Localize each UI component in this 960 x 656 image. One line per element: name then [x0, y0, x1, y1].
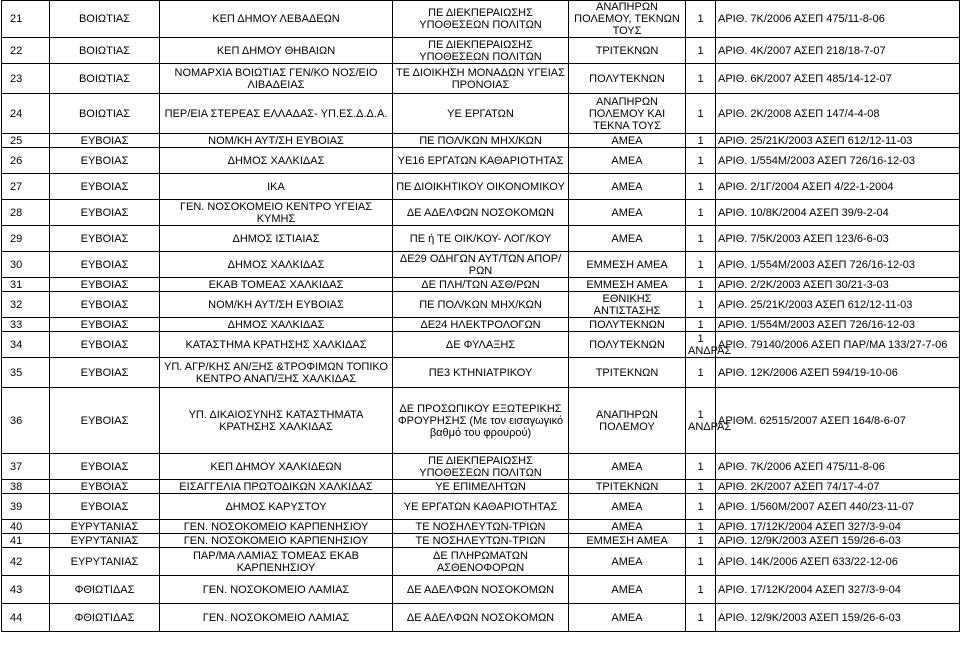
- service-cell: ΔΗΜΟΣ ΧΑΛΚΙΔΑΣ: [160, 148, 393, 174]
- table-row: [2, 604, 960, 632]
- decision-cell: ΑΡΙΘ. 4Κ/2007 ΑΣΕΠ 218/18-7-07: [716, 38, 960, 64]
- specialty-cell: ΥΕ16 ΕΡΓΑΤΩΝ ΚΑΘΑΡΙΟΤΗΤΑΣ: [393, 148, 569, 174]
- decision-cell: ΑΡΙΘ. 12Κ/2006 ΑΣΕΠ 594/19-10-06: [716, 358, 960, 388]
- table-row: [2, 494, 960, 520]
- service-cell: ΓΕΝ. ΝΟΣΟΚΟΜΕΙΟ ΛΑΜΙΑΣ: [160, 604, 393, 632]
- specialty-cell: ΔΕ ΠΛΗΡΩΜΑΤΩΝ ΑΣΘΕΝΟΦΟΡΩΝ: [393, 548, 569, 576]
- decision-cell: ΑΡΙΘ. 1/560Μ/2007 ΑΣΕΠ 440/23-11-07: [716, 494, 960, 520]
- decision-cell: ΑΡΙΘ. 2Κ/2007 ΑΣΕΠ 74/17-4-07: [716, 480, 960, 494]
- table-row: [2, 332, 960, 358]
- category-cell: ΕΘΝΙΚΗΣ ΑΝΤΙΣΤΑΣΗΣ: [569, 292, 686, 318]
- table-row: [2, 226, 960, 252]
- count-cell: 1: [686, 252, 716, 278]
- decision-cell: ΑΡΙΘ. 1/554Μ/2003 ΑΣΕΠ 726/16-12-03: [716, 318, 960, 332]
- service-cell: ΓΕΝ. ΝΟΣΟΚΟΜΕΙΟ ΚΕΝΤΡΟ ΥΓΕΙΑΣ ΚΥΜΗΣ: [160, 200, 393, 226]
- category-cell: ΑΜΕΑ: [569, 576, 686, 604]
- service-cell: ΝΟΜ/ΚΗ ΑΥΤ/ΣΗ ΕΥΒΟΙΑΣ: [160, 292, 393, 318]
- region-cell: ΕΥΒΟΙΑΣ: [50, 292, 160, 318]
- count-cell: 1 ΑΝΔΡΑΣ: [686, 388, 716, 454]
- table-row: [2, 200, 960, 226]
- decision-cell: ΑΡΙΘ. 2Κ/2008 ΑΣΕΠ 147/4-4-08: [716, 94, 960, 134]
- category-cell: ΕΜΜΕΣΗ ΑΜΕΑ: [569, 252, 686, 278]
- row-number-cell: 40: [2, 520, 50, 534]
- service-cell: ΠΕΡ/ΕΙΑ ΣΤΕΡΕΑΣ ΕΛΛΑΔΑΣ- ΥΠ.ΕΣ.Δ.Δ.Α.: [160, 94, 393, 134]
- region-cell: ΕΥΒΟΙΑΣ: [50, 134, 160, 148]
- category-cell: ΑΜΕΑ: [569, 604, 686, 632]
- count-cell: 1: [686, 148, 716, 174]
- service-cell: ΝΟΜΑΡΧΙΑ ΒΟΙΩΤΙΑΣ ΓΕΝ/ΚΟ ΝΟΣ/ΕΙΟ ΛΙΒΑΔΕΙΑΣ: [160, 64, 393, 94]
- region-cell: ΒΟΙΩΤΙΑΣ: [50, 38, 160, 64]
- category-cell: ΕΜΜΕΣΗ ΑΜΕΑ: [569, 278, 686, 292]
- table-row: [2, 454, 960, 480]
- specialty-cell: ΔΕ ΑΔΕΛΦΩΝ ΝΟΣΟΚΟΜΩΝ: [393, 604, 569, 632]
- table-row: [2, 548, 960, 576]
- count-cell: 1: [686, 174, 716, 200]
- decision-cell: ΑΡΙΘ. 17/12Κ/2004 ΑΣΕΠ 327/3-9-04: [716, 576, 960, 604]
- count-cell: 1: [686, 94, 716, 134]
- table-row: [2, 358, 960, 388]
- region-cell: ΒΟΙΩΤΙΑΣ: [50, 64, 160, 94]
- table-row: [2, 292, 960, 318]
- service-cell: ΚΕΠ ΔΗΜΟΥ ΘΗΒΑΙΩΝ: [160, 38, 393, 64]
- specialty-cell: ΤΕ ΔΙΟΙΚΗΣΗ ΜΟΝΑΔΩΝ ΥΓΕΙΑΣ ΠΡΟΝΟΙΑΣ: [393, 64, 569, 94]
- specialty-cell: ΠΕ ΠΟΛ/ΚΩΝ ΜΗΧ/ΚΩΝ: [393, 292, 569, 318]
- count-cell: 1: [686, 494, 716, 520]
- decision-cell: ΑΡΙΘ. 7/5Κ/2003 ΑΣΕΠ 123/6-6-03: [716, 226, 960, 252]
- count-cell: 1: [686, 200, 716, 226]
- category-cell: ΑΜΕΑ: [569, 454, 686, 480]
- row-number-cell: 34: [2, 332, 50, 358]
- specialty-cell: ΥΕ ΕΡΓΑΤΩΝ ΚΑΘΑΡΙΟΤΗΤΑΣ: [393, 494, 569, 520]
- category-cell: ΠΟΛΥΤΕΚΝΩΝ: [569, 318, 686, 332]
- row-number-cell: 23: [2, 64, 50, 94]
- table-body: [2, 1, 960, 632]
- row-number-cell: 27: [2, 174, 50, 200]
- decision-cell: ΑΡΙΘ. 7Κ/2006 ΑΣΕΠ 475/11-8-06: [716, 454, 960, 480]
- service-cell: ΓΕΝ. ΝΟΣΟΚΟΜΕΙΟ ΚΑΡΠΕΝΗΣΙΟΥ: [160, 520, 393, 534]
- table-row: [2, 388, 960, 454]
- specialty-cell: ΠΕ3 ΚΤΗΝΙΑΤΡΙΚΟΥ: [393, 358, 569, 388]
- region-cell: ΕΥΒΟΙΑΣ: [50, 494, 160, 520]
- category-cell: ΤΡΙΤΕΚΝΩΝ: [569, 480, 686, 494]
- service-cell: ΕΙΣΑΓΓΕΛΙΑ ΠΡΩΤΟΔΙΚΩΝ ΧΑΛΚΙΔΑΣ: [160, 480, 393, 494]
- service-cell: ΔΗΜΟΣ ΧΑΛΚΙΔΑΣ: [160, 318, 393, 332]
- decision-cell: ΑΡΙΘ. 25/21Κ/2003 ΑΣΕΠ 612/12-11-03: [716, 292, 960, 318]
- table-row: [2, 534, 960, 548]
- row-number-cell: 28: [2, 200, 50, 226]
- table-row: [2, 1, 960, 38]
- count-cell: 1: [686, 134, 716, 148]
- count-cell: 1: [686, 548, 716, 576]
- table-row: [2, 318, 960, 332]
- specialty-cell: ΠΕ ΔΙΟΙΚΗΤΙΚΟΥ ΟΙΚΟΝΟΜΙΚΟΥ: [393, 174, 569, 200]
- table-row: [2, 38, 960, 64]
- service-cell: ΚΑΤΑΣΤΗΜΑ ΚΡΑΤΗΣΗΣ ΧΑΛΚΙΔΑΣ: [160, 332, 393, 358]
- service-cell: ΔΗΜΟΣ ΚΑΡΥΣΤΟΥ: [160, 494, 393, 520]
- region-cell: ΕΥΡΥΤΑΝΙΑΣ: [50, 534, 160, 548]
- category-cell: ΑΜΕΑ: [569, 494, 686, 520]
- decision-cell: ΑΡΙΘ. 7Κ/2006 ΑΣΕΠ 475/11-8-06: [716, 1, 960, 38]
- specialty-cell: ΥΕ ΕΠΙΜΕΛΗΤΩΝ: [393, 480, 569, 494]
- category-cell: ΤΡΙΤΕΚΝΩΝ: [569, 358, 686, 388]
- decision-cell: ΑΡΙΘ. 17/12Κ/2004 ΑΣΕΠ 327/3-9-04: [716, 520, 960, 534]
- category-cell: ΑΜΕΑ: [569, 548, 686, 576]
- region-cell: ΕΥΒΟΙΑΣ: [50, 174, 160, 200]
- region-cell: ΕΥΒΟΙΑΣ: [50, 200, 160, 226]
- count-cell: 1: [686, 520, 716, 534]
- specialty-cell: ΥΕ ΕΡΓΑΤΩΝ: [393, 94, 569, 134]
- category-cell: ΤΡΙΤΕΚΝΩΝ: [569, 38, 686, 64]
- table-row: [2, 252, 960, 278]
- service-cell: ΓΕΝ. ΝΟΣΟΚΟΜΕΙΟ ΚΑΡΠΕΝΗΣΙΟΥ: [160, 534, 393, 548]
- count-cell: 1: [686, 534, 716, 548]
- category-cell: ΑΝΑΠΗΡΩΝ ΠΟΛΕΜΟΥ, ΤΕΚΝΩΝ ΤΟΥΣ: [569, 1, 686, 38]
- count-cell: 1: [686, 576, 716, 604]
- category-cell: ΑΜΕΑ: [569, 226, 686, 252]
- row-number-cell: 35: [2, 358, 50, 388]
- category-cell: ΠΟΛΥΤΕΚΝΩΝ: [569, 332, 686, 358]
- decision-cell: ΑΡΙΘ. 1/554Μ/2003 ΑΣΕΠ 726/16-12-03: [716, 252, 960, 278]
- category-cell: ΑΜΕΑ: [569, 134, 686, 148]
- specialty-cell: ΤΕ ΝΟΣΗΛΕΥΤΩΝ-ΤΡΙΩΝ: [393, 520, 569, 534]
- service-cell: ΙΚΑ: [160, 174, 393, 200]
- region-cell: ΕΥΒΟΙΑΣ: [50, 318, 160, 332]
- count-cell: 1: [686, 358, 716, 388]
- category-cell: ΑΜΕΑ: [569, 520, 686, 534]
- region-cell: ΕΥΡΥΤΑΝΙΑΣ: [50, 548, 160, 576]
- row-number-cell: 42: [2, 548, 50, 576]
- service-cell: ΕΚΑΒ ΤΟΜΕΑΣ ΧΑΛΚΙΔΑΣ: [160, 278, 393, 292]
- region-cell: ΕΥΒΟΙΑΣ: [50, 358, 160, 388]
- table-row: [2, 480, 960, 494]
- row-number-cell: 43: [2, 576, 50, 604]
- table-row: [2, 278, 960, 292]
- service-cell: ΔΗΜΟΣ ΧΑΛΚΙΔΑΣ: [160, 252, 393, 278]
- table-row: [2, 94, 960, 134]
- specialty-cell: ΔΕ ΑΔΕΛΦΩΝ ΝΟΣΟΚΟΜΩΝ: [393, 200, 569, 226]
- table-row: [2, 174, 960, 200]
- count-cell: 1: [686, 454, 716, 480]
- decision-cell: ΑΡΙΘΜ. 62515/2007 ΑΣΕΠ 164/8-6-07: [716, 388, 960, 454]
- category-cell: ΕΜΜΕΣΗ ΑΜΕΑ: [569, 534, 686, 548]
- specialty-cell: ΔΕ ΠΡΟΣΩΠΙΚΟΥ ΕΞΩΤΕΡΙΚΗΣ ΦΡΟΥΡΗΣΗΣ (Με τον εισαγωγικό βαθμό του φρουρού): [393, 388, 569, 454]
- service-cell: ΥΠ. ΑΓΡ/ΚΗΣ ΑΝ/ΞΗΣ &ΤΡΟΦΙΜΩΝ ΤΟΠΙΚΟ ΚΕΝΤΡΟ ΑΝΑΠ/ΞΗΣ ΧΑΛΚΙΔΑΣ: [160, 358, 393, 388]
- category-cell: ΑΜΕΑ: [569, 148, 686, 174]
- service-cell: ΓΕΝ. ΝΟΣΟΚΟΜΕΙΟ ΛΑΜΙΑΣ: [160, 576, 393, 604]
- decision-cell: ΑΡΙΘ. 12/9Κ/2003 ΑΣΕΠ 159/26-6-03: [716, 534, 960, 548]
- region-cell: ΕΥΒΟΙΑΣ: [50, 480, 160, 494]
- row-number-cell: 21: [2, 1, 50, 38]
- specialty-cell: ΠΕ ΠΟΛ/ΚΩΝ ΜΗΧ/ΚΩΝ: [393, 134, 569, 148]
- service-cell: ΚΕΠ ΔΗΜΟΥ ΧΑΛΚΙΔΕΩΝ: [160, 454, 393, 480]
- table-row: [2, 64, 960, 94]
- decision-cell: ΑΡΙΘ. 25/21Κ/2003 ΑΣΕΠ 612/12-11-03: [716, 134, 960, 148]
- row-number-cell: 30: [2, 252, 50, 278]
- row-number-cell: 26: [2, 148, 50, 174]
- decision-cell: ΑΡΙΘ. 12/9Κ/2003 ΑΣΕΠ 159/26-6-03: [716, 604, 960, 632]
- category-cell: ΑΝΑΠΗΡΩΝ ΠΟΛΕΜΟΥ: [569, 388, 686, 454]
- specialty-cell: ΔΕ ΑΔΕΛΦΩΝ ΝΟΣΟΚΟΜΩΝ: [393, 576, 569, 604]
- region-cell: ΕΥΒΟΙΑΣ: [50, 252, 160, 278]
- region-cell: ΕΥΒΟΙΑΣ: [50, 454, 160, 480]
- row-number-cell: 32: [2, 292, 50, 318]
- region-cell: ΕΥΒΟΙΑΣ: [50, 278, 160, 292]
- table-row: [2, 576, 960, 604]
- decision-cell: ΑΡΙΘ. 2/1Γ/2004 ΑΣΕΠ 4/22-1-2004: [716, 174, 960, 200]
- category-cell: ΑΜΕΑ: [569, 174, 686, 200]
- category-cell: ΑΜΕΑ: [569, 200, 686, 226]
- decision-cell: ΑΡΙΘ. 10/8Κ/2004 ΑΣΕΠ 39/9-2-04: [716, 200, 960, 226]
- row-number-cell: 38: [2, 480, 50, 494]
- count-cell: 1: [686, 278, 716, 292]
- decision-cell: ΑΡΙΘ. 2/2Κ/2003 ΑΣΕΠ 30/21-3-03: [716, 278, 960, 292]
- count-cell: 1: [686, 480, 716, 494]
- service-cell: ΔΗΜΟΣ ΙΣΤΙΑΙΑΣ: [160, 226, 393, 252]
- row-number-cell: 44: [2, 604, 50, 632]
- specialty-cell: ΠΕ ΔΙΕΚΠΕΡΑΙΩΣΗΣ ΥΠΟΘΕΣΕΩΝ ΠΟΛΙΤΩΝ: [393, 454, 569, 480]
- region-cell: ΕΥΒΟΙΑΣ: [50, 226, 160, 252]
- decision-cell: ΑΡΙΘ. 14Κ/2006 ΑΣΕΠ 633/22-12-06: [716, 548, 960, 576]
- decision-cell: ΑΡΙΘ. 1/554Μ/2003 ΑΣΕΠ 726/16-12-03: [716, 148, 960, 174]
- decision-cell: ΑΡΙΘ. 79140/2006 ΑΣΕΠ ΠΑΡ/ΜΑ 133/27-7-06: [716, 332, 960, 358]
- row-number-cell: 22: [2, 38, 50, 64]
- service-cell: ΚΕΠ ΔΗΜΟΥ ΛΕΒΑΔΕΩΝ: [160, 1, 393, 38]
- row-number-cell: 41: [2, 534, 50, 548]
- table-row: [2, 520, 960, 534]
- count-cell: 1 ΑΝΔΡΑΣ: [686, 332, 716, 358]
- count-cell: 1: [686, 64, 716, 94]
- region-cell: ΦΘΙΩΤΙΔΑΣ: [50, 604, 160, 632]
- table-row: [2, 134, 960, 148]
- positions-table: [1, 0, 960, 632]
- region-cell: ΒΟΙΩΤΙΑΣ: [50, 1, 160, 38]
- service-cell: ΝΟΜ/ΚΗ ΑΥΤ/ΣΗ ΕΥΒΟΙΑΣ: [160, 134, 393, 148]
- specialty-cell: ΤΕ ΝΟΣΗΛΕΥΤΩΝ-ΤΡΙΩΝ: [393, 534, 569, 548]
- count-cell: 1: [686, 226, 716, 252]
- specialty-cell: ΠΕ ΔΙΕΚΠΕΡΑΙΩΣΗΣ ΥΠΟΘΕΣΕΩΝ ΠΟΛΙΤΩΝ: [393, 38, 569, 64]
- row-number-cell: 29: [2, 226, 50, 252]
- region-cell: ΕΥΒΟΙΑΣ: [50, 332, 160, 358]
- region-cell: ΕΥΒΟΙΑΣ: [50, 388, 160, 454]
- service-cell: ΠΑΡ/ΜΑ ΛΑΜΙΑΣ ΤΟΜΕΑΣ ΕΚΑΒ ΚΑΡΠΕΝΗΣΙΟΥ: [160, 548, 393, 576]
- count-cell: 1: [686, 604, 716, 632]
- region-cell: ΕΥΒΟΙΑΣ: [50, 148, 160, 174]
- row-number-cell: 37: [2, 454, 50, 480]
- specialty-cell: ΔΕ ΦΥΛΑΞΗΣ: [393, 332, 569, 358]
- region-cell: ΦΘΙΩΤΙΔΑΣ: [50, 576, 160, 604]
- count-cell: 1: [686, 38, 716, 64]
- region-cell: ΕΥΡΥΤΑΝΙΑΣ: [50, 520, 160, 534]
- table-row: [2, 148, 960, 174]
- decision-cell: ΑΡΙΘ. 6Κ/2007 ΑΣΕΠ 485/14-12-07: [716, 64, 960, 94]
- category-cell: ΑΝΑΠΗΡΩΝ ΠΟΛΕΜΟΥ ΚΑΙ ΤΕΚΝΑ ΤΟΥΣ: [569, 94, 686, 134]
- row-number-cell: 25: [2, 134, 50, 148]
- row-number-cell: 39: [2, 494, 50, 520]
- count-cell: 1: [686, 1, 716, 38]
- specialty-cell: ΠΕ ή ΤΕ ΟΙΚ/ΚΟΥ- ΛΟΓ/ΚΟΥ: [393, 226, 569, 252]
- row-number-cell: 33: [2, 318, 50, 332]
- row-number-cell: 36: [2, 388, 50, 454]
- specialty-cell: ΔΕ24 ΗΛΕΚΤΡΟΛΟΓΩΝ: [393, 318, 569, 332]
- count-cell: 1: [686, 318, 716, 332]
- category-cell: ΠΟΛΥΤΕΚΝΩΝ: [569, 64, 686, 94]
- region-cell: ΒΟΙΩΤΙΑΣ: [50, 94, 160, 134]
- service-cell: ΥΠ. ΔΙΚΑΙΟΣΥΝΗΣ ΚΑΤΑΣΤΗΜΑΤΑ ΚΡΑΤΗΣΗΣ ΧΑΛΚΙΔΑΣ: [160, 388, 393, 454]
- count-cell: 1: [686, 292, 716, 318]
- specialty-cell: ΔΕ29 ΟΔΗΓΩΝ ΑΥΤ/ΤΩΝ ΑΠΟΡ/ΡΩΝ: [393, 252, 569, 278]
- specialty-cell: ΔΕ ΠΛΗ/ΤΩΝ ΑΣΘ/ΡΩΝ: [393, 278, 569, 292]
- row-number-cell: 24: [2, 94, 50, 134]
- row-number-cell: 31: [2, 278, 50, 292]
- specialty-cell: ΠΕ ΔΙΕΚΠΕΡΑΙΩΣΗΣ ΥΠΟΘΕΣΕΩΝ ΠΟΛΙΤΩΝ: [393, 1, 569, 38]
